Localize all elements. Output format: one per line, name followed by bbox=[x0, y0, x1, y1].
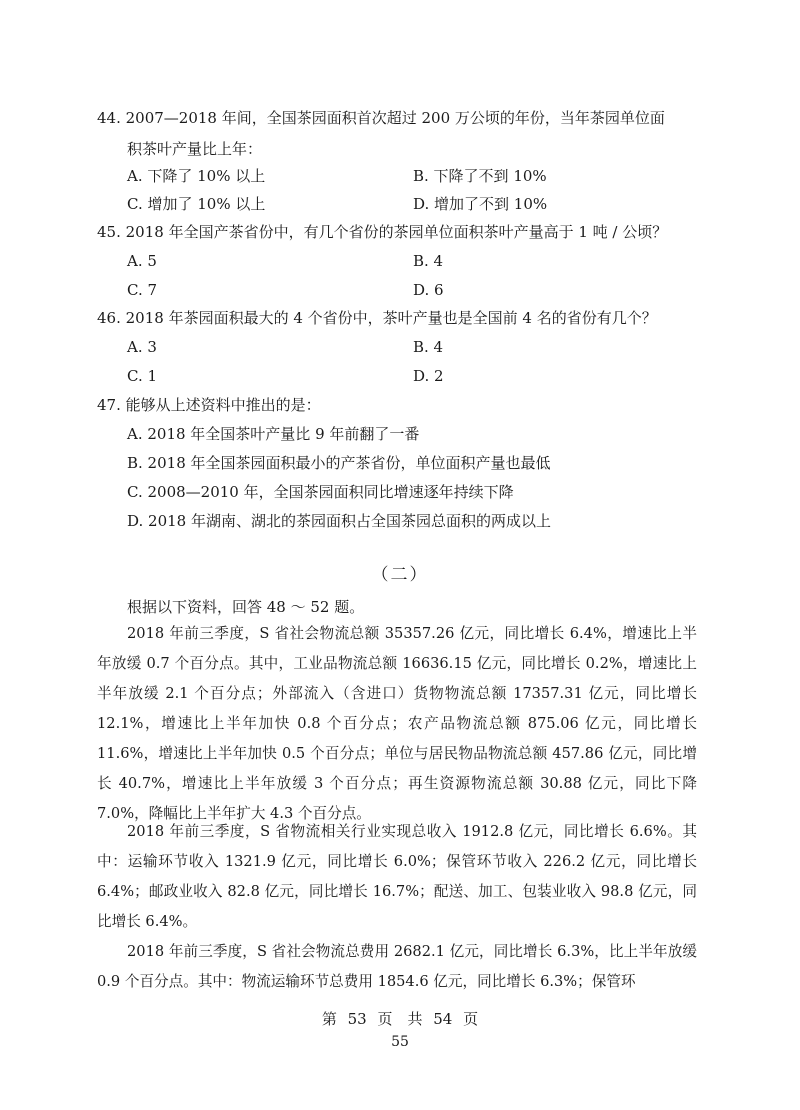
question-44-option-b: B. 下降了不到 10% bbox=[413, 167, 547, 185]
section-intro: 根据以下资料，回答 48 ～ 52 题。 bbox=[127, 598, 365, 616]
question-47-option-b: B. 2018 年全国茶园面积最小的产茶省份，单位面积产量也最低 bbox=[127, 454, 551, 472]
question-47-option-a: A. 2018 年全国茶叶产量比 9 年前翻了一番 bbox=[127, 425, 420, 443]
question-44-option-d: D. 增加了不到 10% bbox=[413, 195, 548, 213]
page-number: 55 bbox=[391, 1034, 409, 1050]
material-paragraph-1: 2018 年前三季度，S 省社会物流总额 35357.26 亿元，同比增长 6.4%，增速比上半年放缓 0.7 个百分点。其中，工业品物流总额 16636.15 亿元，同比增长 0.2%，增速比上半年放缓 2.1 个百分点；外部流入（含进口）货物物流总额 17357.31 亿元，同比增长 12.1%，增速比上半年加快 0.8 个百分点；农产品物流总额 875.06 亿元，同比增长 11.6%，增速比上半年加快 0.5 个百分点；单位与居民物品物流总额 457.86 亿元，同比增长 40.7%，增速比上半年放缓 3 个百分点；再生资源物流总额 30.88 亿元，同比下降 7.0%，降幅比上半年扩大 4.3 个百分点。 bbox=[97, 625, 697, 822]
question-46-option-b: B. 4 bbox=[413, 338, 444, 356]
question-46-option-d: D. 2 bbox=[413, 367, 444, 385]
question-46-option-a: A. 3 bbox=[127, 338, 157, 356]
question-45-stem: 45. 2018 年全国产茶省份中，有几个省份的茶园单位面积茶叶产量高于 1 吨 / 公顷？ bbox=[97, 223, 668, 241]
question-46-stem: 46. 2018 年茶园面积最大的 4 个省份中，茶叶产量也是全国前 4 名的省份有几个？ bbox=[97, 309, 657, 327]
section-title: （二） bbox=[371, 565, 429, 585]
question-47-stem: 47. 能够从上述资料中推出的是： bbox=[97, 396, 321, 414]
question-46-option-c: C. 1 bbox=[127, 367, 158, 385]
question-45-option-c: C. 7 bbox=[127, 281, 158, 299]
question-45-option-b: B. 4 bbox=[413, 252, 444, 270]
material-paragraph-2: 2018 年前三季度，S 省物流相关行业实现总收入 1912.8 亿元，同比增长 6.6%。其中：运输环节收入 1321.9 亿元，同比增长 6.0%；保管环节收入 226.2 亿元，同比增长 6.4%；邮政业收入 82.8 亿元，同比增长 16.7%；配送、加工、包装业收入 98.8 亿元，同比增长 6.4%。 bbox=[97, 823, 697, 930]
question-47-option-c: C. 2008—2010 年，全国茶园面积同比增速逐年持续下降 bbox=[127, 483, 514, 501]
question-47-option-d: D. 2018 年湖南、湖北的茶园面积占全国茶园总面积的两成以上 bbox=[127, 512, 551, 530]
question-44-option-c: C. 增加了 10% 以上 bbox=[127, 195, 266, 213]
question-45-option-a: A. 5 bbox=[127, 252, 157, 270]
material-paragraph-3: 2018 年前三季度，S 省社会物流总费用 2682.1 亿元，同比增长 6.3%，比上半年放缓 0.9 个百分点。其中：物流运输环节总费用 1854.6 亿元，同比增长 6.3%；保管环 bbox=[97, 943, 697, 990]
question-44-option-a: A. 下降了 10% 以上 bbox=[127, 167, 266, 185]
page-counter: 第 53 页 共 54 页 bbox=[321, 1010, 479, 1028]
question-44-stem-continued: 积茶叶产量比上年： bbox=[127, 140, 263, 158]
question-44-stem: 44. 2007—2018 年间，全国茶园面积首次超过 200 万公顷的年份，当年茶园单位面 bbox=[97, 109, 665, 127]
question-45-option-d: D. 6 bbox=[413, 281, 444, 299]
